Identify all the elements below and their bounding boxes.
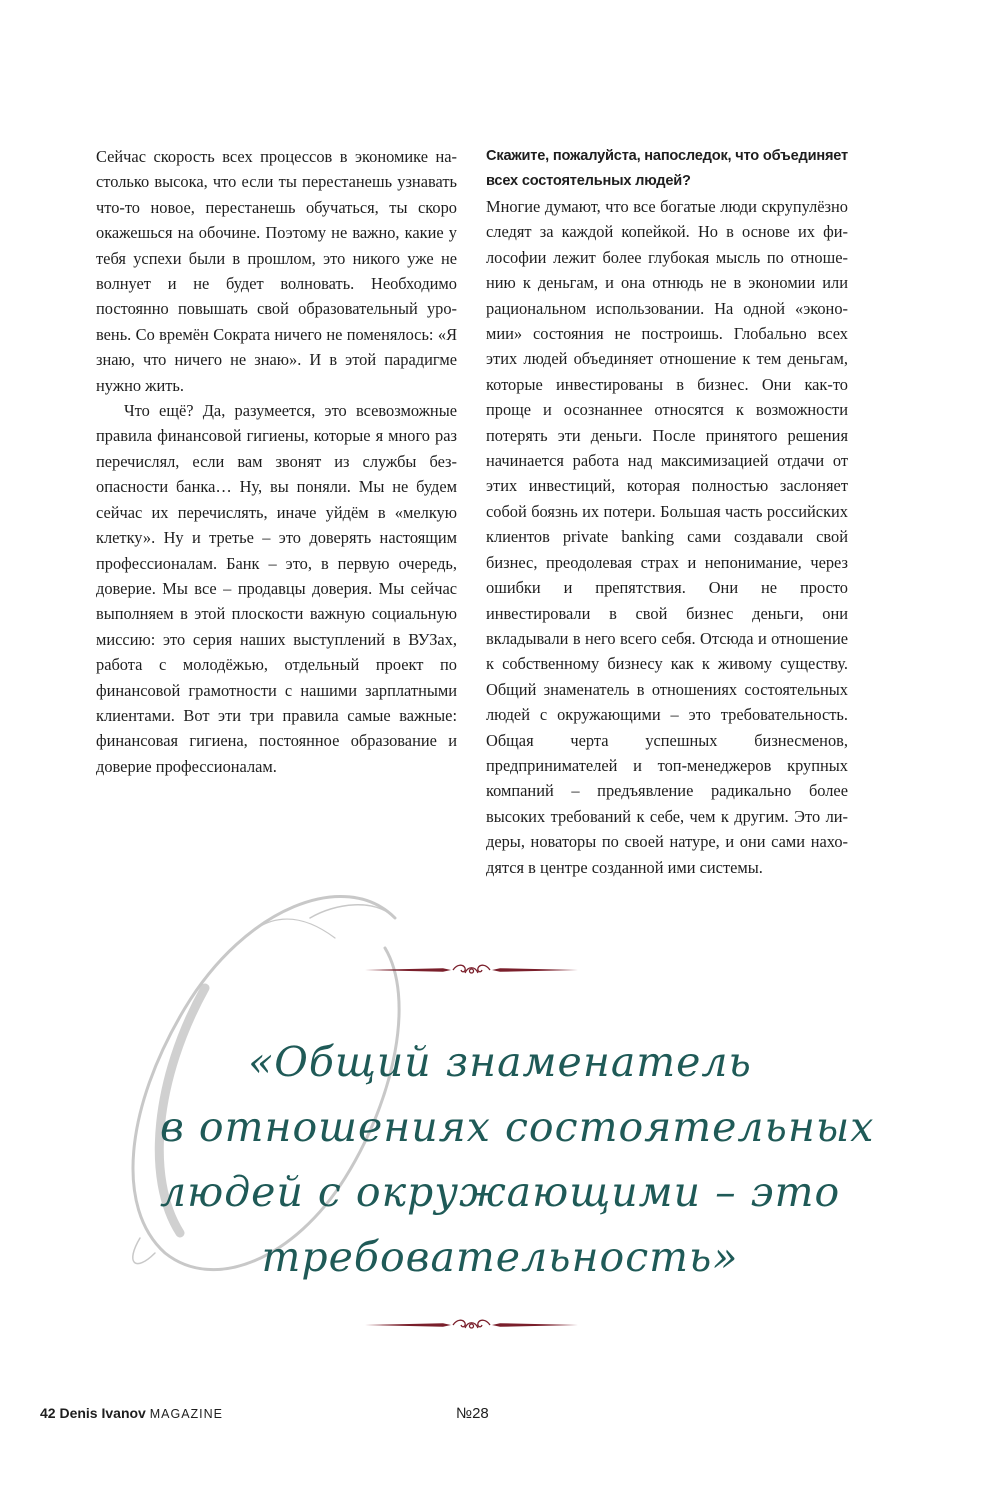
divider-ornament-top <box>365 963 578 977</box>
pull-quote-line: в отношениях состоятельных <box>160 1103 875 1151</box>
article-right-column <box>486 144 848 880</box>
magazine-label: MAGAZINE <box>149 1407 224 1421</box>
page-footer <box>40 1405 960 1425</box>
page-number: 42 <box>40 1405 56 1421</box>
pull-quote-line: людей с окружающими – это <box>160 1168 841 1216</box>
magazine-brand: Denis Ivanov <box>59 1405 146 1421</box>
article-paragraph: Сейчас скорость всех процессов в экономике настолько высока, что если ты перестанешь узнавать что-то новое, перестанешь обучаться, ты скоро окажешься на обочине. Поэтому не важно, какие у тебя успехи были в прошлом, это никого уже не волнует и не будет волновать. Необходимо постоянно повышать свой образовательный уровень. Со времён Сократа ничего не поменялось: «Я знаю, что ничего не знаю». И в этой парадигме нужно жить. <box>96 147 457 395</box>
article-left-column <box>96 144 457 779</box>
interview-question: Скажите, пожалуйста, напоследок, что объединяет всех состоятельных людей? <box>486 148 848 189</box>
pull-quote-line: «Общий знаменатель <box>248 1038 752 1086</box>
pull-quote-line: требовательность» <box>261 1233 739 1281</box>
article-paragraph: Что ещё? Да, разумеется, это всевозможные правила финансовой гигиены, которые я много раз перечислял, если вам звонят из службы безопасности банка… Ну, вы поняли. Мы не будем сейчас их перечислять, иначе уйдём в «мелкую клетку». Ну и третье – это доверять настоящим профессионалам. Банк – это, в первую очередь, доверие. Мы все – продавцы доверия. Мы сейчас выполняем в этой плоскости важную социальную миссию: это серия наших выступлений в ВУЗах, работа с молодёжью, отдельный проект по финансовой грамотности с нашими зарплатными клиентами. Вот эти три правила самые важные: финансовая гигиена, постоянное образование и доверие профессионалам. <box>96 401 457 776</box>
divider-ornament-bottom <box>365 1318 578 1332</box>
issue-number: №28 <box>456 1405 489 1422</box>
pull-quote <box>160 1030 875 1290</box>
interview-answer: Многие думают, что все богатые люди скрупулёзно следят за каждой копейкой. Но в основе их философии лежит более глубокая мысль по отношению к деньгам, и она отнюдь не в экономии или рациональном использовании. На одной «экономии» состояния не построишь. Глобально всех этих людей объединяет отношение к тем деньгам, которые инвестированы в бизнес. Они как-то проще и осознаннее относятся к возможности потерять эти деньги. После принятого решения начинается работа над максимизацией отдачи от этих инвестиций, которая полностью заслоняет собой боязнь их потери. Большая часть российских клиентов private banking сами создавали свой бизнес, преодолевая страх и непонимание, через ошибки и препятствия. Они не просто инвестировали в свой бизнес деньги, они вкладывали в него всего себя. Отсюда и отношение к собственному бизнесу как к живому существу. Общий знаменатель в отношениях состоятельных людей с окружающими – это требовательность. Общая черта успешных бизнесменов, предпринимателей и топ-менеджеров крупных компаний – предъявление радикально более высоких требований к себе, чем к другим. Это лидеры, новаторы по своей натуре, и они сами находятся в центре созданной ими системы. <box>486 197 848 877</box>
